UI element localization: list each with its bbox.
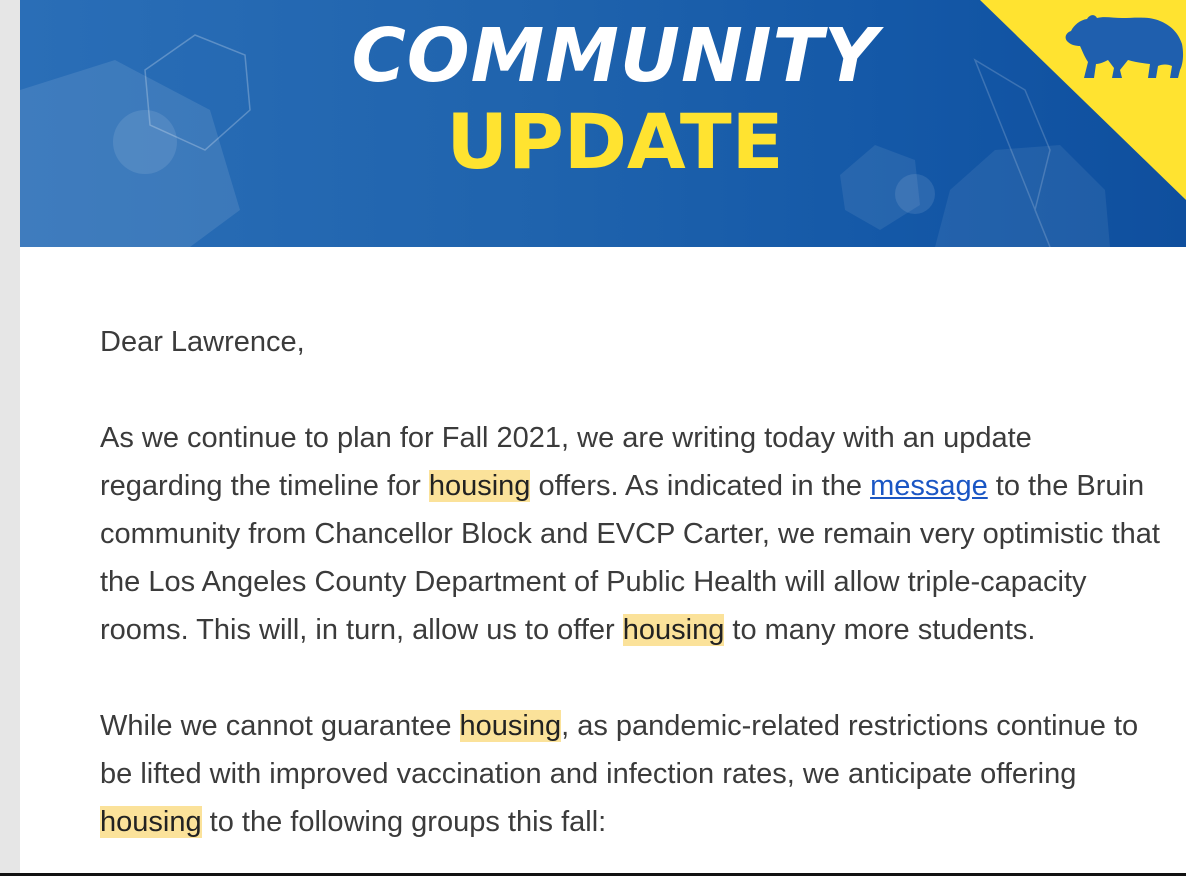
- paragraph-text: to the following groups this fall:: [201, 806, 607, 838]
- greeting: Dear Lawrence,: [100, 326, 305, 358]
- paragraph-text: offers. As indicated in the: [530, 470, 871, 502]
- community-update-banner: [20, 0, 1186, 247]
- search-highlight: housing: [459, 710, 562, 742]
- search-highlight: housing: [622, 614, 725, 646]
- banner-title-update: UPDATE: [446, 97, 784, 186]
- paragraph-text: , as pandemic-related restrictions continue to be lifted with improved vaccination and infection rates, we anticipate offering: [100, 710, 1139, 790]
- left-gutter: [0, 0, 20, 876]
- paragraph-housing-groups: [100, 702, 1160, 846]
- paragraph-text: As we continue to plan for Fall 2021, we are writing today with an update regarding the timeline for: [100, 422, 1032, 502]
- banner-title-community: COMMUNITY: [351, 13, 879, 99]
- paragraph-text: While we cannot guarantee: [100, 710, 460, 742]
- letter-body: [100, 318, 1160, 876]
- search-highlight: housing: [428, 470, 531, 502]
- message-link[interactable]: message: [870, 470, 988, 502]
- search-highlight: housing: [100, 806, 202, 838]
- paragraph-text: to many more students.: [724, 614, 1036, 646]
- email-body: [20, 0, 1186, 876]
- bear-icon: [1062, 6, 1186, 86]
- paragraph-housing-offers: [100, 414, 1160, 654]
- paragraph-text: to the Bruin community from Chancellor Block and EVCP Carter, we remain very optimistic that the Los Angeles County Department of Public Health will allow triple-capacity rooms. This will, in turn, allow us to offer: [100, 470, 1160, 646]
